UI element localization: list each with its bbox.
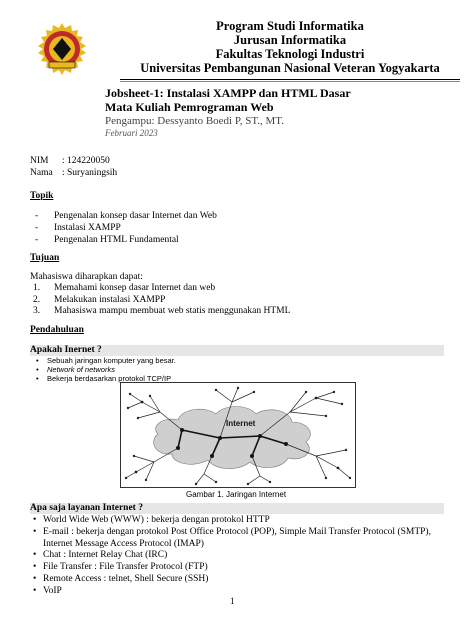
nama-label: Nama (30, 168, 53, 178)
cloud-label: Internet (226, 419, 256, 428)
header-line-4: Universitas Pembangunan Nasional Veteran Yogyakarta (140, 61, 440, 75)
list-item: - Instalasi XAMPP (30, 222, 430, 234)
topik-heading: Topik (30, 191, 54, 201)
list-item: • Bekerja berdasarkan protokol TCP/IP (34, 374, 434, 383)
date: Februari 2023 (105, 128, 158, 138)
list-item: • Sebuah jaringan komputer yang besar. (34, 356, 434, 365)
list-item: • VoIP (30, 586, 446, 598)
apakah-internet-list (34, 356, 434, 383)
header-divider (120, 79, 460, 80)
apakah-internet-heading: Apakah Inernet ? (30, 345, 444, 356)
nim-label: NIM (30, 156, 49, 166)
list-item: • Chat : Internet Relay Chat (IRC) (30, 550, 446, 562)
header-line-3: Fakultas Teknologi Industri (215, 47, 365, 61)
jobsheet-title: Jobsheet-1: Instalasi XAMPP dan HTML Dasar (105, 86, 351, 100)
layanan-list (30, 515, 446, 598)
tujuan-list (30, 283, 430, 318)
list-item: 3. Mahasiswa mampu membuat web statis menggunakan HTML (33, 306, 291, 316)
list-item: 2. Melakukan instalasi XAMPP (33, 294, 166, 305)
layanan-heading: Apa saja layanan Internet ? (30, 503, 444, 514)
nama-value: : Suryaningsih (62, 168, 118, 178)
figure-caption: Gambar 1. Jaringan Internet (186, 490, 287, 499)
tujuan-intro: Mahasiswa diharapkan dapat: (30, 272, 143, 282)
topik-list (30, 210, 430, 246)
list-item: 1. Memahami konsep dasar Internet dan web (33, 283, 216, 293)
list-item: • Remote Access : telnet, Shell Secure (SSH) (30, 574, 446, 586)
list-item: • Network of networks (34, 365, 434, 374)
pendahuluan-heading: Pendahuluan (30, 325, 84, 335)
list-item: • World Wide Web (WWW) : bekerja dengan protokol HTTP (30, 515, 446, 527)
list-item: - Pengenalan HTML Fundamental (30, 234, 430, 246)
tujuan-heading: Tujuan (30, 253, 60, 263)
page-number: 1 (230, 596, 235, 606)
header-line-1: Program Studi Informatika (216, 19, 364, 33)
internet-network-diagram (120, 382, 356, 488)
course-title: Mata Kuliah Pemrograman Web (105, 100, 274, 114)
list-item: • E-mail : bekerja dengan protokol Post Office Protocol (POP), Simple Mail Transfer Protocol (SMTP), Internet Message Access Protocol (IMAP) (30, 527, 446, 551)
pengampu: Pengampu: Dessyanto Boedi P, ST., MT. (105, 115, 284, 127)
upn-veteran-logo-icon (35, 22, 89, 76)
header-line-2: Jurusan Informatika (233, 33, 347, 47)
header-divider-thin (120, 81, 460, 82)
list-item: - Pengenalan konsep dasar Internet dan Web (30, 210, 430, 222)
list-item: • File Transfer : File Transfer Protocol (FTP) (30, 562, 446, 574)
nim-value: : 124220050 (62, 156, 110, 166)
